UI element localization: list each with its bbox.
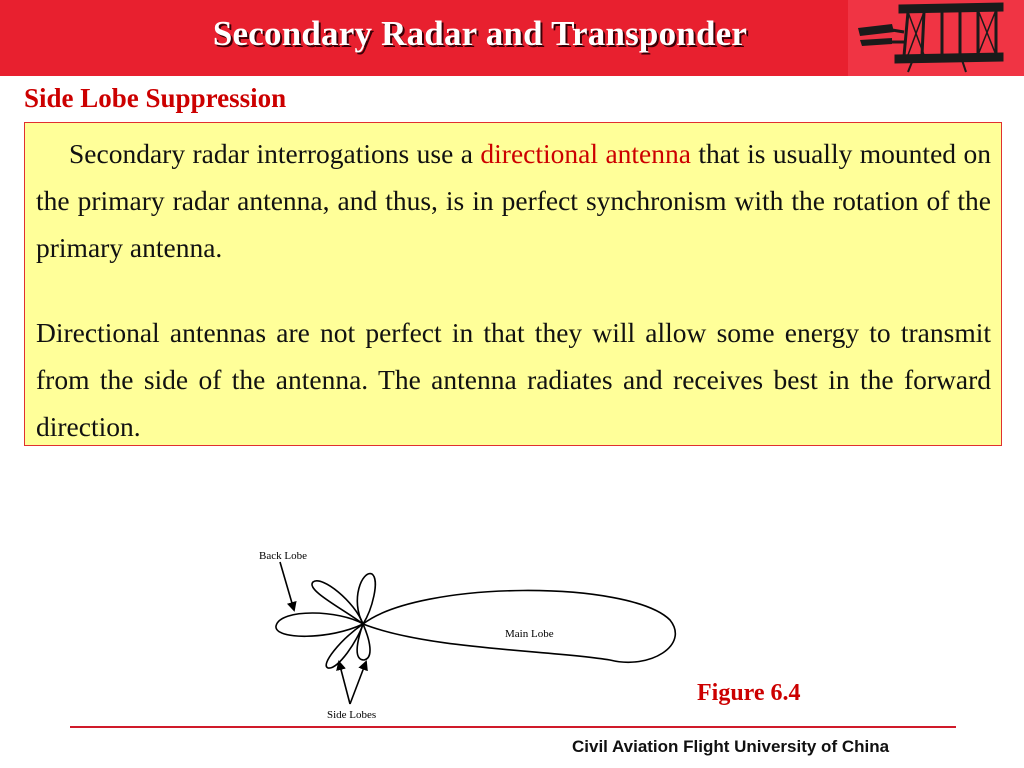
figure-caption: Figure 6.4 [697,680,801,706]
side-lobe-arrow-left [339,662,350,704]
back-lobe [276,613,363,636]
back-lobe-label: Back Lobe [259,550,307,562]
side-lobes-label: Side Lobes [327,709,377,721]
biplane-logo-icon [852,0,1012,76]
content-box [24,122,1002,446]
side-lobe-lower-right [357,624,370,660]
paragraph-1-text-a: Secondary radar interrogations use a [69,138,473,169]
main-lobe [363,590,675,662]
footer-divider [70,726,956,728]
paragraph-1-text-b: that is usually mounted on the primary radar antenna, and thus, is in perfect synchronism with the rotation of the primary antenna. [36,138,991,263]
footer-organization: Civil Aviation Flight University of China [572,737,890,756]
side-lobe-upper-left [312,581,363,624]
side-lobe-upper-right [357,574,375,624]
side-lobe-arrow-right [350,662,366,704]
header-bar [0,0,1024,76]
directional-antenna-highlight: directional antenna [480,138,691,169]
slide-title: Secondary Radar and Transponder [212,14,748,53]
back-lobe-arrow [280,562,294,610]
main-lobe-label: Main Lobe [505,628,554,640]
paragraph-1 [36,130,991,271]
section-title: Side Lobe Suppression [24,83,287,113]
antenna-lobe-diagram [250,540,690,730]
paragraph-2: Directional antennas are not perfect in that they will allow some energy to transmit from the side of the antenna. The antenna radiates and receives best in the forward direction. [36,317,991,442]
